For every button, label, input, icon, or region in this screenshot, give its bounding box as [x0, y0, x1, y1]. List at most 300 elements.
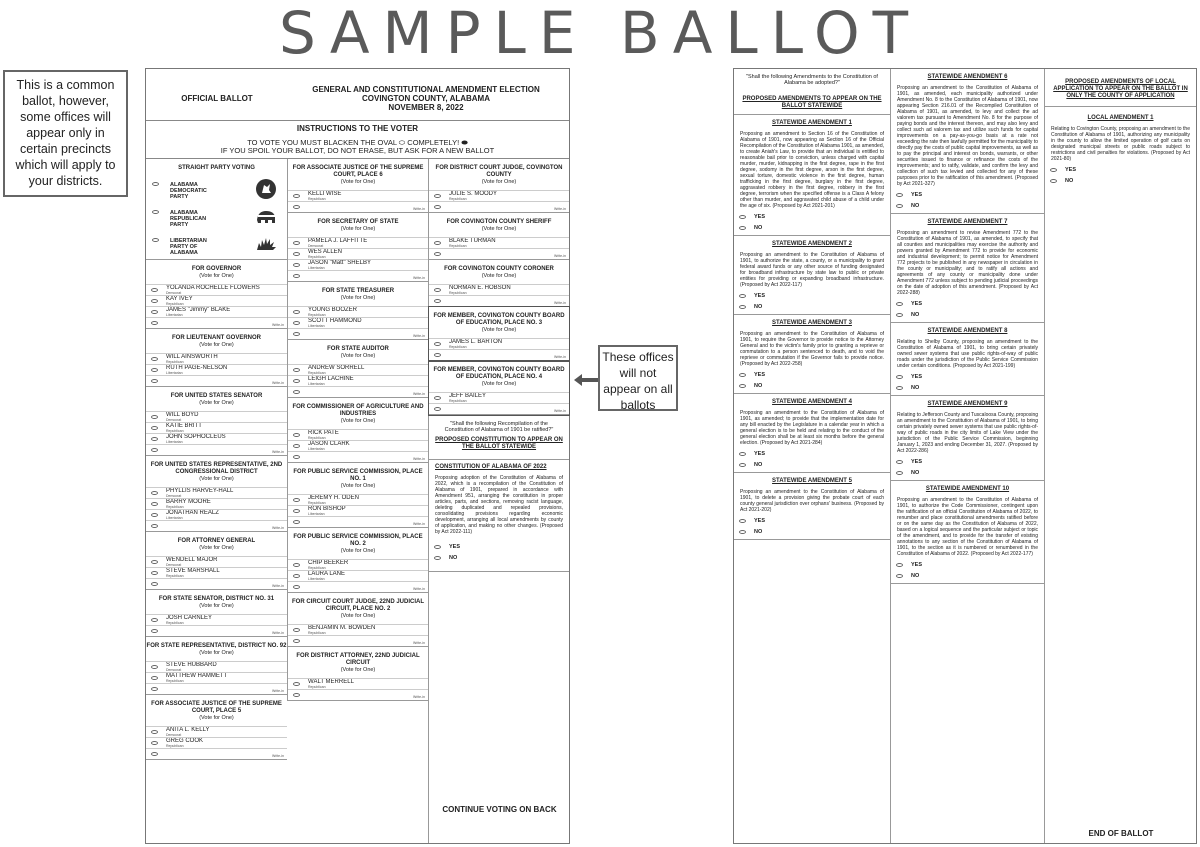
- candidate-name: KATIE BRITT: [166, 423, 202, 429]
- vote-for-one-label: (Vote for One): [199, 603, 234, 609]
- party-libertarian[interactable]: LIBERTARIAN PARTY OF ALABAMA: [146, 231, 287, 259]
- candidate-row[interactable]: [288, 248, 428, 259]
- vote-oval[interactable]: [151, 524, 158, 528]
- option-label: YES: [754, 451, 766, 457]
- vote-oval[interactable]: [151, 491, 158, 495]
- race-block: [288, 528, 428, 593]
- local-amendment-1-text: Relating to Covington County, proposing an amendment to the Constitution of Alabama of 1901, authorizing any municipality in the county to allow the limited operation of golf carts on designated municipal streets or public roads subject to restrictions and civil penalties for violations. (Proposed by Act 2021-80): [1051, 126, 1190, 162]
- write-in-row[interactable]: [288, 201, 428, 212]
- vote-oval[interactable]: [151, 426, 158, 430]
- candidate-row[interactable]: [146, 614, 287, 625]
- candidate-row[interactable]: [288, 505, 428, 516]
- county-name: COVINGTON COUNTY, ALABAMA: [362, 94, 490, 103]
- straight-party-title: STRAIGHT PARTY VOTING: [178, 165, 255, 171]
- candidate-row[interactable]: [146, 661, 287, 672]
- option-label: NO: [754, 225, 763, 231]
- vote-oval[interactable]: [739, 294, 746, 298]
- write-in-row[interactable]: [288, 270, 428, 281]
- vote-oval[interactable]: [151, 665, 158, 669]
- back-column-3: [1044, 69, 1196, 843]
- candidate-row[interactable]: [288, 317, 428, 328]
- amendment-title: STATEWIDE AMENDMENT 6: [927, 74, 1008, 80]
- candidate-row[interactable]: [146, 284, 287, 295]
- candidate-name: MATTHEW HAMMETT: [166, 673, 228, 679]
- sample-ballot-banner: SAMPLE BALLOT: [278, 0, 922, 67]
- write-in-label: Write-in: [413, 587, 425, 591]
- vote-oval[interactable]: [739, 452, 746, 456]
- porcupine-emblem-icon: [255, 234, 277, 256]
- amendment-no-option[interactable]: [734, 303, 890, 314]
- candidate-party: Republican: [308, 685, 326, 689]
- vote-for-one-label: (Vote for One): [340, 613, 376, 619]
- write-in-row[interactable]: [288, 328, 428, 339]
- constitution-yes-option[interactable]: YES: [429, 543, 569, 554]
- vote-for-one-label: (Vote for One): [199, 545, 234, 551]
- vote-oval[interactable]: [739, 226, 746, 230]
- amendment-text: Proposing an amendment to the Constitution of Alabama of 1901, as amended, each municipality authorized under Amendment No. 8 to the Constitution of Alabama of 1901, now appearing Section 216.01 of the Recompiled Constitution of Alabama of 1901, as amended, to levy and collect the ad valorem tax pursuant to Amendment No. 8 for the purpose of paying bonds and the interest thereon, and may also levy and collect such ad valorem tax and utilize such funds for capital improvements on a pay-as-you-go basis at a rate not exceeding the rate then lawfully permitted for the municipality to directly pay the costs of public capital improvements, as well as to pay the principal and interest on bonds, warrants, or other securities issued to finance or refinance the costs of the improvements; and to ratify, validate, and confirm the levy and collection of such tax levied and collected for any of these purposes prior to the ratification of this amendment. (Proposed by Act 2021-327): [897, 85, 1038, 187]
- amendment-no-option[interactable]: [734, 528, 890, 539]
- candidate-party: Republican: [166, 621, 184, 625]
- amendment-yes-option[interactable]: [734, 450, 890, 461]
- write-in-row[interactable]: [429, 295, 569, 306]
- candidate-party: Democrat: [166, 494, 182, 498]
- candidate-name: ANDREW SORRELL: [308, 365, 365, 371]
- candidate-name: JEREMY H. ODEN: [308, 495, 359, 501]
- candidate-name: BARRY MOORE: [166, 499, 211, 505]
- vote-oval[interactable]: [151, 357, 158, 361]
- race-block: [429, 159, 569, 213]
- race-title: FOR MEMBER, COVINGTON COUNTY BOARD OF EDUCATION, PLACE NO. 4: [433, 367, 565, 380]
- race-block: [429, 307, 569, 361]
- candidate-name: JAMES "Jimmy" BLAKE: [166, 307, 231, 313]
- write-in-row[interactable]: [146, 578, 287, 589]
- vote-for-one-label: (Vote for One): [340, 667, 376, 673]
- straight-party-race: [146, 159, 287, 260]
- party-democratic[interactable]: ALABAMA DEMOCRATIC PARTY: [146, 175, 287, 203]
- candidate-row[interactable]: [288, 375, 428, 386]
- candidate-party: Republican: [166, 744, 184, 748]
- write-in-label: Write-in: [413, 641, 425, 645]
- candidate-party: Republican: [166, 302, 184, 306]
- vote-oval[interactable]: [151, 299, 158, 303]
- vote-oval[interactable]: [293, 321, 300, 325]
- option-label: NO: [754, 462, 763, 468]
- candidate-name: SCOTT HAMMOND: [308, 318, 362, 324]
- candidate-row[interactable]: [146, 487, 287, 498]
- candidate-name: YOUNG BOOZER: [308, 307, 358, 313]
- write-in-label: Write-in: [272, 631, 284, 635]
- vote-oval[interactable]: [434, 407, 441, 411]
- race-title: FOR PUBLIC SERVICE COMMISSION, PLACE NO. 2: [293, 534, 423, 547]
- candidate-party: Republican: [166, 505, 184, 509]
- vote-oval[interactable]: [739, 215, 746, 219]
- vote-oval[interactable]: [293, 310, 300, 314]
- vote-oval[interactable]: [434, 556, 441, 560]
- vote-oval[interactable]: [434, 396, 441, 400]
- vote-oval[interactable]: [739, 463, 746, 467]
- candidate-row[interactable]: [288, 678, 428, 689]
- race-title: FOR STATE SENATOR, DISTRICT NO. 31: [158, 596, 275, 602]
- vote-oval[interactable]: [151, 513, 158, 517]
- vote-oval[interactable]: [293, 379, 300, 383]
- amendment-no-option[interactable]: [891, 384, 1044, 395]
- vote-oval[interactable]: [293, 693, 300, 697]
- amendment-block: [891, 323, 1044, 396]
- vote-oval[interactable]: [152, 182, 159, 186]
- vote-oval[interactable]: [293, 205, 300, 209]
- candidate-name: RICK PATE: [308, 430, 339, 436]
- write-in-label: Write-in: [272, 689, 284, 693]
- vote-oval[interactable]: [293, 520, 300, 524]
- option-label: NO: [911, 385, 920, 391]
- amendment-title: STATEWIDE AMENDMENT 9: [927, 401, 1008, 407]
- amendment-yes-option[interactable]: [891, 458, 1044, 469]
- candidate-row[interactable]: [146, 556, 287, 567]
- candidate-party: Democrat: [166, 668, 182, 672]
- race-title: FOR STATE AUDITOR: [327, 346, 389, 352]
- vote-oval[interactable]: [896, 375, 903, 379]
- vote-oval[interactable]: [293, 194, 300, 198]
- vote-for-one-label: (Vote for One): [199, 476, 234, 482]
- vote-oval[interactable]: [896, 471, 903, 475]
- vote-for-one-label: (Vote for One): [481, 273, 517, 279]
- candidate-party: Republican: [449, 244, 467, 248]
- write-in-row[interactable]: [146, 375, 287, 386]
- candidate-row[interactable]: [429, 338, 569, 349]
- candidate-name: WES ALLEN: [308, 249, 343, 255]
- amendment-no-option[interactable]: [734, 224, 890, 235]
- vote-oval[interactable]: [434, 342, 441, 346]
- race-title: FOR ASSOCIATE JUSTICE OF THE SUPREME COURT, PLACE 6: [292, 165, 424, 178]
- amendment-no-option[interactable]: [734, 461, 890, 472]
- vote-oval[interactable]: [293, 332, 300, 336]
- vote-oval[interactable]: [739, 384, 746, 388]
- amendment-no-option[interactable]: [891, 202, 1044, 213]
- candidate-row[interactable]: [146, 433, 287, 444]
- vote-oval[interactable]: [896, 302, 903, 306]
- vote-oval[interactable]: [293, 390, 300, 394]
- vote-oval[interactable]: [434, 353, 441, 357]
- vote-oval[interactable]: [151, 321, 158, 325]
- candidate-row[interactable]: [288, 570, 428, 581]
- candidate-row[interactable]: [146, 726, 287, 737]
- write-in-row[interactable]: [146, 520, 287, 531]
- write-in-row[interactable]: [288, 581, 428, 592]
- vote-oval[interactable]: [896, 313, 903, 317]
- local-amendment-1-no[interactable]: NO: [1045, 177, 1196, 188]
- vote-for-one-label: (Vote for One): [199, 650, 234, 656]
- vote-oval[interactable]: [151, 379, 158, 383]
- vote-oval[interactable]: [151, 741, 158, 745]
- candidate-name: KAY IVEY: [166, 296, 193, 302]
- vote-for-one-label: (Vote for One): [340, 179, 376, 185]
- race-block: [288, 282, 428, 340]
- vote-oval[interactable]: [152, 210, 159, 214]
- amendment-yes-option[interactable]: [734, 292, 890, 303]
- amendment-no-option[interactable]: [891, 469, 1044, 480]
- candidate-row[interactable]: [288, 429, 428, 440]
- option-label: YES: [911, 459, 923, 465]
- candidate-row[interactable]: [146, 737, 287, 748]
- amendment-yes-option[interactable]: [734, 213, 890, 224]
- candidate-name: STEVE HUBBARD: [166, 662, 217, 668]
- candidate-party: Republican: [308, 313, 326, 317]
- race-title: FOR COMMISSIONER OF AGRICULTURE AND INDUSTRIES: [292, 404, 424, 417]
- write-in-row[interactable]: [146, 683, 287, 694]
- local-amendment-1-yes[interactable]: YES: [1045, 166, 1196, 177]
- vote-oval[interactable]: [293, 639, 300, 643]
- vote-oval[interactable]: [1050, 168, 1057, 172]
- vote-for-one-label: (Vote for One): [481, 226, 517, 232]
- candidate-name: NORMAN E. HOBSON: [449, 285, 511, 291]
- candidate-row[interactable]: [146, 411, 287, 422]
- candidate-name: GREG COOK: [166, 738, 204, 744]
- vote-oval[interactable]: [739, 305, 746, 309]
- vote-oval[interactable]: [293, 368, 300, 372]
- candidate-party: Republican: [166, 429, 184, 433]
- election-title: GENERAL AND CONSTITUTIONAL AMENDMENT ELECTION: [312, 85, 540, 94]
- amendment-no-option[interactable]: [891, 572, 1044, 583]
- amendment-title: STATEWIDE AMENDMENT 4: [772, 399, 852, 405]
- write-in-row[interactable]: [146, 317, 287, 328]
- candidate-party: Democrat: [166, 563, 182, 567]
- vote-oval[interactable]: [293, 628, 300, 632]
- vote-oval[interactable]: [896, 574, 903, 578]
- write-in-label: Write-in: [554, 409, 566, 413]
- amendment-no-option[interactable]: [734, 382, 890, 393]
- amendment-yes-option[interactable]: [734, 371, 890, 382]
- vote-oval[interactable]: [293, 682, 300, 686]
- vote-oval[interactable]: [151, 752, 158, 756]
- candidate-row[interactable]: [288, 494, 428, 505]
- race-title: FOR STATE TREASURER: [321, 288, 395, 294]
- candidate-row[interactable]: [429, 284, 569, 295]
- race-block: [288, 340, 428, 398]
- vote-oval[interactable]: [151, 618, 158, 622]
- vote-oval[interactable]: [151, 730, 158, 734]
- candidate-row[interactable]: [288, 306, 428, 317]
- write-in-row[interactable]: [146, 444, 287, 455]
- candidate-row[interactable]: [146, 498, 287, 509]
- candidate-row[interactable]: [429, 392, 569, 403]
- vote-oval[interactable]: [739, 373, 746, 377]
- amendment-block: [734, 236, 890, 315]
- amendment-no-option[interactable]: [891, 311, 1044, 322]
- vote-oval[interactable]: [896, 204, 903, 208]
- race-title: FOR UNITED STATES REPRESENTATIVE, 2ND CONGRESSIONAL DISTRICT: [150, 462, 283, 475]
- candidate-row[interactable]: [288, 237, 428, 248]
- amendment-block: [734, 394, 890, 473]
- vote-oval[interactable]: [434, 252, 441, 256]
- candidate-name: PHYLLIS HARVEY-HALL: [166, 488, 234, 494]
- vote-for-one-label: (Vote for One): [481, 327, 517, 333]
- candidate-party: Libertarian: [166, 440, 183, 444]
- candidate-party: Libertarian: [166, 371, 183, 375]
- vote-oval[interactable]: [1050, 179, 1057, 183]
- vote-oval[interactable]: [896, 386, 903, 390]
- vote-oval[interactable]: [151, 629, 158, 633]
- candidate-row[interactable]: [146, 422, 287, 433]
- amendment-text: Proposing an amendment to the Constitution of Alabama of 1901, to authorize the Code Commissioner, contingent upon the ratification of an official Constitution of Alabama of 2022, to renumber and place constitutional amendments ratified before or on the same day as the Constitution of Alabama of 2022, based on a logical sequence and the particular subject or topic of the amendment, and to provide for the transfer of existing annotations to any section of the Constitution of Alabama of 1901, to the section as it is numbered or renumbered in the Constitution of Alabama of 2022. (Proposed by Act 2022-177): [897, 497, 1038, 557]
- race-block: [288, 463, 428, 528]
- write-in-label: Write-in: [272, 526, 284, 530]
- official-ballot-label: OFFICIAL BALLOT: [181, 94, 253, 103]
- candidate-row[interactable]: [146, 364, 287, 375]
- candidate-name: JASON "Matt" SHELBY: [308, 260, 371, 266]
- candidate-party: Libertarian: [308, 382, 325, 386]
- candidate-row[interactable]: [146, 353, 287, 364]
- amendment-text: Relating to Jefferson County and Tuscaloosa County, proposing an amendment to the Constitution of Alabama of 1901, to bring certain privately owned sewer systems that use public rights-of-way of public roads in the city limits of Lake View under the jurisdiction of the Public Service Commission, beginning January 1, 2023 and ending December 31, 2027. (Proposed by Act 2022-286): [897, 412, 1039, 454]
- vote-oval[interactable]: [739, 519, 746, 523]
- race-block: [288, 213, 428, 282]
- ballot-front: [145, 68, 570, 844]
- write-in-row[interactable]: [288, 386, 428, 397]
- write-in-label: Write-in: [554, 301, 566, 305]
- vote-oval[interactable]: [434, 288, 441, 292]
- candidate-row[interactable]: [429, 237, 569, 248]
- candidate-row[interactable]: [288, 364, 428, 375]
- candidate-name: JOHN SOPHOCLEUS: [166, 434, 226, 440]
- write-in-label: Write-in: [413, 207, 425, 211]
- race-title: FOR SECRETARY OF STATE: [317, 219, 399, 225]
- write-in-row[interactable]: [146, 748, 287, 759]
- write-in-row[interactable]: [146, 625, 287, 636]
- vote-oval[interactable]: [896, 563, 903, 567]
- vote-oval[interactable]: [434, 194, 441, 198]
- vote-oval[interactable]: [293, 263, 300, 267]
- amendment-block: [891, 69, 1044, 214]
- write-in-label: Write-in: [413, 695, 425, 699]
- write-in-row[interactable]: [429, 248, 569, 259]
- write-in-row[interactable]: [429, 201, 569, 212]
- candidate-party: Libertarian: [308, 324, 325, 328]
- vote-oval[interactable]: [896, 460, 903, 464]
- vote-oval[interactable]: [151, 571, 158, 575]
- vote-oval[interactable]: [152, 238, 159, 242]
- vote-oval[interactable]: [293, 574, 300, 578]
- vote-oval[interactable]: [293, 563, 300, 567]
- option-label: NO: [911, 470, 920, 476]
- option-label: NO: [754, 529, 763, 535]
- party-republican[interactable]: ALABAMA REPUBLICAN PARTY: [146, 203, 287, 231]
- candidate-name: LEIGH LACHINE: [308, 376, 354, 382]
- ballot-column-1: [146, 159, 287, 760]
- common-ballot-note: This is a common ballot, however, some offices will appear only in certain precincts which will apply to your districts.: [3, 70, 128, 197]
- write-in-row[interactable]: [429, 349, 569, 360]
- vote-oval[interactable]: [434, 299, 441, 303]
- end-of-ballot-label: END OF BALLOT: [1088, 829, 1154, 838]
- write-in-row[interactable]: [288, 635, 428, 646]
- vote-oval[interactable]: [151, 502, 158, 506]
- vote-oval[interactable]: [151, 687, 158, 691]
- vote-oval[interactable]: [293, 455, 300, 459]
- constitution-no-option[interactable]: NO: [429, 554, 569, 565]
- write-in-label: Write-in: [272, 381, 284, 385]
- vote-oval[interactable]: [151, 310, 158, 314]
- amendment-yes-option[interactable]: [891, 373, 1044, 384]
- candidate-row[interactable]: [146, 509, 287, 520]
- vote-oval[interactable]: [151, 676, 158, 680]
- candidate-name: JULIE S. MOODY: [449, 191, 498, 197]
- vote-oval[interactable]: [151, 448, 158, 452]
- vote-for-one-label: (Vote for One): [340, 418, 376, 424]
- write-in-row[interactable]: [429, 403, 569, 414]
- write-in-label: Write-in: [554, 207, 566, 211]
- vote-for-one-label: (Vote for One): [340, 548, 376, 554]
- candidate-party: Libertarian: [166, 313, 183, 317]
- vote-for-one-label: (Vote for One): [199, 400, 234, 406]
- vote-for-one-label: (Vote for One): [340, 226, 376, 232]
- vote-oval[interactable]: [151, 288, 158, 292]
- candidate-row[interactable]: [288, 624, 428, 635]
- candidate-row[interactable]: [429, 190, 569, 201]
- vote-oval[interactable]: [434, 241, 441, 245]
- amendment-yes-option[interactable]: [734, 517, 890, 528]
- vote-oval[interactable]: [293, 274, 300, 278]
- vote-oval[interactable]: [293, 498, 300, 502]
- amendment-yes-option[interactable]: [891, 300, 1044, 311]
- vote-oval[interactable]: [151, 582, 158, 586]
- vote-oval[interactable]: [151, 437, 158, 441]
- race-block: [288, 593, 428, 647]
- vote-oval[interactable]: [434, 545, 441, 549]
- vote-oval[interactable]: [434, 205, 441, 209]
- amendment-title: STATEWIDE AMENDMENT 5: [772, 478, 852, 484]
- vote-oval[interactable]: [151, 368, 158, 372]
- race-title: FOR CIRCUIT COURT JUDGE, 22ND JUDICIAL CIRCUIT, PLACE NO. 2: [291, 599, 424, 612]
- vote-oval[interactable]: [293, 252, 300, 256]
- race-block: [429, 260, 569, 307]
- ballot-header: [146, 69, 569, 121]
- instructions-line-1: TO VOTE YOU MUST BLACKEN THE OVAL ⬭ COMPLETELY! ⬬: [247, 138, 468, 147]
- vote-for-one-label: (Vote for One): [199, 342, 234, 348]
- candidate-name: LAURA LANE: [308, 571, 346, 577]
- candidate-row[interactable]: [288, 559, 428, 570]
- vote-oval[interactable]: [293, 241, 300, 245]
- candidate-party: Republican: [308, 436, 326, 440]
- option-label: YES: [754, 372, 766, 378]
- amendment-yes-option[interactable]: [891, 191, 1044, 202]
- vote-oval[interactable]: [293, 585, 300, 589]
- vote-oval[interactable]: [293, 433, 300, 437]
- race-block: [429, 361, 569, 415]
- amendments-question: "Shall the following Amendments to the Constitution of Alabama be adopted?": [746, 74, 878, 86]
- vote-oval[interactable]: [151, 560, 158, 564]
- amendment-title: STATEWIDE AMENDMENT 7: [927, 219, 1008, 225]
- candidate-name: WILL AINSWORTH: [166, 354, 218, 360]
- candidate-row[interactable]: [146, 672, 287, 683]
- write-in-row[interactable]: [288, 451, 428, 462]
- candidate-row[interactable]: [288, 190, 428, 201]
- vote-oval[interactable]: [293, 509, 300, 513]
- vote-oval[interactable]: [896, 193, 903, 197]
- amendment-text: Proposing an amendment to the Constitution of Alabama of 1901, as amended; to provide that the implementation date for any bill enacted by the Legislature in a calendar year in which a general election is to be held and relating to the conduct of the general election shall be at least six months before the general election. (Proposed by Act 2021-284): [740, 410, 884, 446]
- write-in-label: Write-in: [554, 254, 566, 258]
- vote-oval[interactable]: [293, 444, 300, 448]
- amendment-yes-option[interactable]: [891, 561, 1044, 572]
- ballot-back: [733, 68, 1197, 844]
- candidate-row[interactable]: [288, 440, 428, 451]
- candidate-row[interactable]: [146, 295, 287, 306]
- candidate-row[interactable]: [288, 259, 428, 270]
- vote-oval[interactable]: [739, 530, 746, 534]
- vote-oval[interactable]: [151, 415, 158, 419]
- write-in-row[interactable]: [288, 516, 428, 527]
- write-in-row[interactable]: [288, 689, 428, 700]
- candidate-row[interactable]: [146, 306, 287, 317]
- amendment-text: Relating to Shelby County, proposing an amendment to the Constitution of Alabama of 1901, to bring certain privately owned sewer systems that use public rights-of-way of public roads under the jurisdiction of the Public Service Commission under certain conditions. (Proposed by Act 2021-199): [897, 339, 1038, 369]
- candidate-row[interactable]: [146, 567, 287, 578]
